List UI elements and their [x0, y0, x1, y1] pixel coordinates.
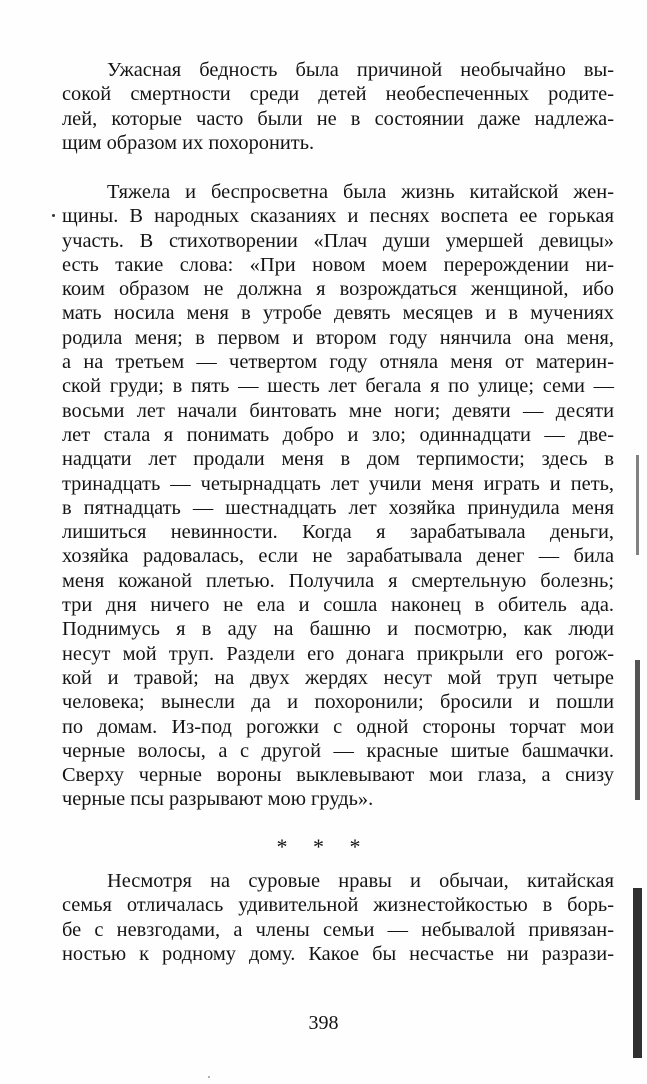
text-line: щины. В народных сказаниях и песнях воспета ее горькая: [62, 205, 614, 228]
text-line: надцати лет продали меня в дом терпимости; здесь в: [62, 448, 614, 471]
text-line: меня кожаной плетью. Получила я смертельную болезнь;: [62, 569, 614, 592]
text-line: коим образом не должна я возрождаться женщиной, ибо: [62, 278, 614, 301]
text-line: черные волосы, а с другой — красные шитые башмачки.: [62, 739, 614, 762]
text-line: Ужасная бедность была причиной необычайно вы-: [107, 59, 614, 81]
text-line: восьми лет начали бинтовать мне ноги; девяти — десяти: [62, 399, 614, 422]
text-line: тринадцать — четырнадцать лет учили меня играть и петь,: [62, 472, 614, 495]
text-line: Несмотря на суровые нравы и обычаи, китайская: [107, 870, 614, 892]
text-line: человека; вынесли да и похоронили; бросили и пошли: [62, 691, 614, 714]
section-separator: * * *: [276, 834, 371, 859]
paragraph-3: [62, 869, 614, 966]
text-line: ской груди; в пять — шесть лет бегала я по улице; семи —: [62, 375, 614, 398]
text-line: Сверху черные вороны выклевывают мои глаза, а снизу: [62, 764, 614, 787]
text-line: участь. В стихотворении «Плач души умершей девицы»: [62, 229, 614, 252]
text-line: семья отличалась удивительной жизнестойкостью в борь-: [62, 894, 614, 917]
scan-speck: [52, 214, 55, 217]
text-line: а на третьем — четвертом году отняла меня от материн-: [62, 351, 614, 374]
text-line: есть такие слова: «При новом моем перерождении ни-: [62, 253, 614, 276]
page-number: 398: [308, 1012, 339, 1034]
text-line: черные псы разрывают мою грудь».: [62, 788, 374, 811]
text-line: кой и травой; на двух жердях несут мой труп четыре: [62, 666, 614, 689]
text-line: сокой смертности среди детей необеспеченных родите-: [62, 83, 614, 106]
text-line: хозяйка радовалась, если не зарабатывала денег — била: [62, 545, 614, 568]
scan-speck: [208, 1076, 210, 1078]
text-line: лет стала я понимать добро и зло; одиннадцати — две-: [62, 423, 614, 446]
text-line: щим образом их похоронить.: [62, 131, 315, 154]
text-line: по домам. Из-под рогожки с одной стороны торчат мои: [62, 715, 614, 738]
paragraph-2: [62, 180, 614, 812]
scan-edge-mark: [636, 455, 639, 555]
paragraph-1: [62, 58, 614, 155]
text-line: в пятнадцать — шестнадцать лет хозяйка принудила меня: [62, 496, 614, 519]
text-line: ностью к родному дому. Какое бы несчастье ни разрази-: [62, 942, 614, 965]
text-line: Тяжела и беспросветна была жизнь китайской жен-: [107, 181, 614, 203]
text-line: родила меня; в первом и втором году нянчила она меня,: [62, 326, 614, 349]
text-line: три дня ничего не ела и сошла наконец в обитель ада.: [62, 594, 614, 617]
scan-edge-mark: [635, 660, 640, 800]
text-line: мать носила меня в утробе девять месяцев и в мучениях: [62, 302, 614, 325]
text-line: Поднимусь я в аду на башню и посмотрю, как люди: [62, 618, 614, 641]
text-line: лишиться невинности. Когда я зарабатывала деньги,: [62, 521, 614, 544]
text-line: бе с невзгодами, а члены семьи — небывалой привязан-: [62, 918, 614, 941]
text-line: лей, которые часто были не в состоянии даже надлежа-: [62, 107, 614, 130]
text-line: несут мой труп. Раздели его донага прикрыли его рогож-: [62, 642, 614, 665]
scan-edge-mark: [633, 888, 642, 1058]
